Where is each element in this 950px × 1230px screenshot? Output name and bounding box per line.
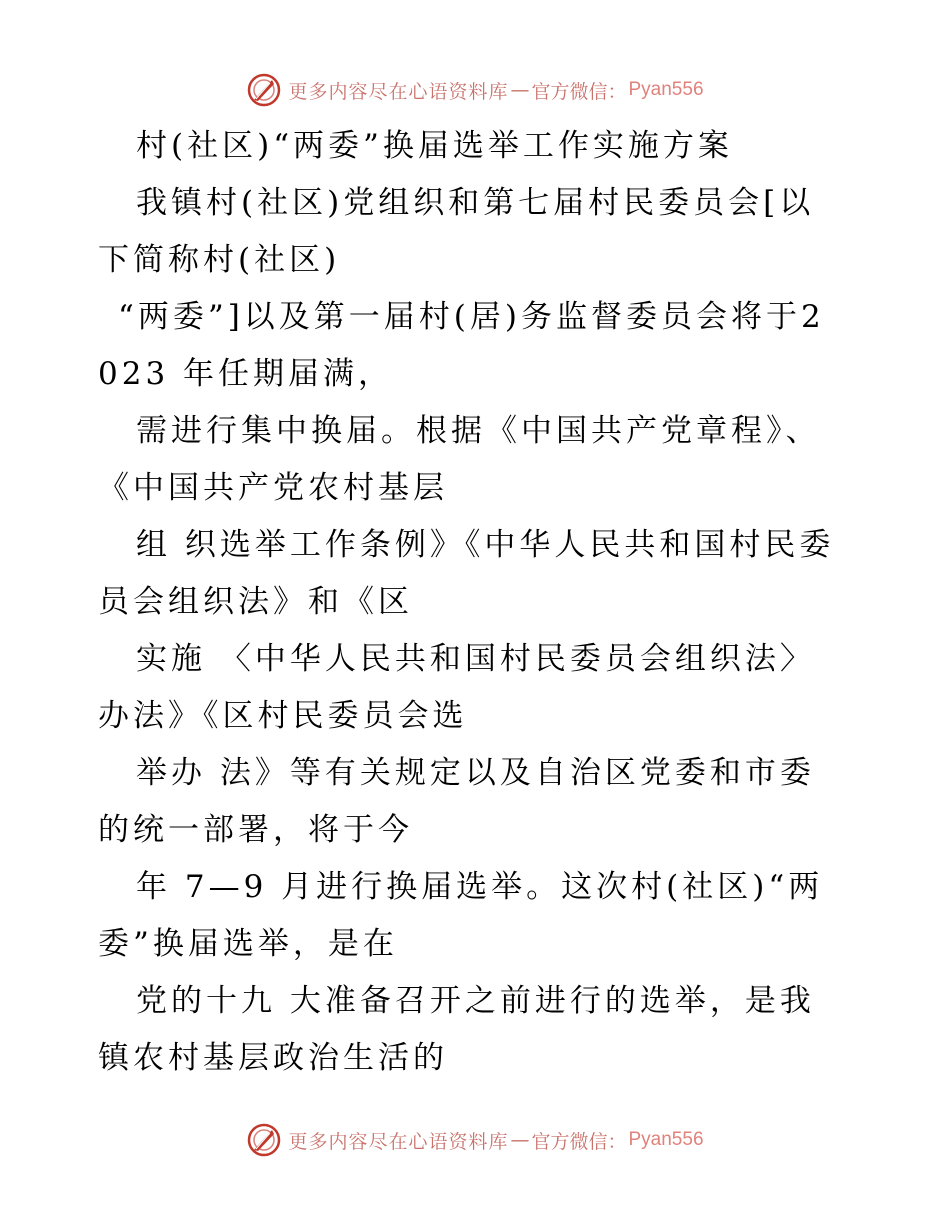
document-body bbox=[98, 118, 838, 1087]
contact-label: 官方微信： bbox=[531, 80, 627, 103]
site-name: 更多内容尽在心语资料库 bbox=[288, 80, 509, 103]
paragraph-line: 举办 法》等有关规定以及自治区党委和市委的统一部署，将于今 bbox=[98, 755, 815, 848]
paragraph-line: 年 7—9 月进行换届选举。这次村(社区)“两委”换届选举，是在 bbox=[98, 869, 824, 962]
paragraph-line: 党的十九 大准备召开之前进行的选举，是我镇农村基层政治生活的 bbox=[98, 983, 815, 1076]
feather-pen-logo-icon bbox=[246, 72, 282, 108]
footer-banner bbox=[0, 1120, 950, 1160]
paragraph-line: 需进行集中换届。根据《中国共产党章程》、《中国共产党农村基层 bbox=[98, 413, 821, 506]
banner-dash: — bbox=[510, 1129, 530, 1151]
paragraph-line: 实施 〈中华人民共和国村民委员会组织法〉办法》《区村民委员会选 bbox=[98, 641, 815, 734]
wechat-id: Pyan556 bbox=[628, 79, 704, 100]
feather-pen-logo-icon bbox=[246, 1122, 282, 1158]
paragraph-line: “两委”]以及第一届村(居)务监督委员会将于2023 年任期届满， bbox=[98, 299, 825, 392]
header-banner bbox=[0, 70, 950, 110]
site-name: 更多内容尽在心语资料库 bbox=[288, 1130, 509, 1153]
paragraph-line: 我镇村(社区)党组织和第七届村民委员会[以下简称村(社区) bbox=[98, 185, 815, 278]
document-title: 村(社区)“两委”换届选举工作实施方案 bbox=[136, 128, 733, 164]
banner-dash: — bbox=[510, 79, 530, 101]
wechat-id: Pyan556 bbox=[628, 1129, 704, 1150]
contact-label: 官方微信： bbox=[531, 1130, 627, 1153]
paragraph-line: 组 织选举工作条例》《中华人民共和国村民委员会组织法》和《区 bbox=[98, 527, 835, 620]
